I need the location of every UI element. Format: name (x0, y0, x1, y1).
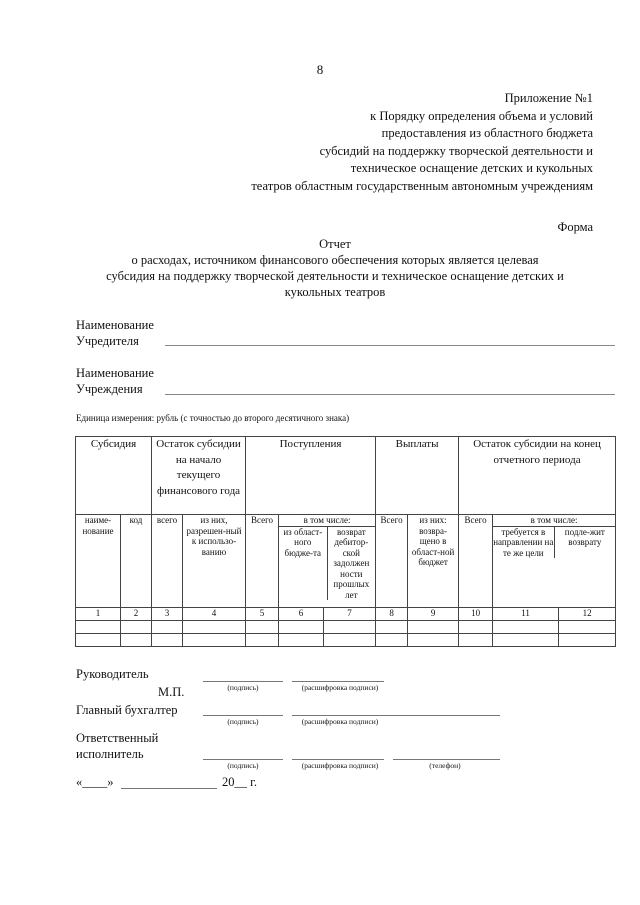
subheader-code: код (121, 515, 152, 608)
form-label: Форма (557, 220, 593, 234)
subheader-total: всего (152, 515, 183, 608)
subheader-receipts-total: Всего (246, 515, 279, 608)
annex-title: Приложение №1 (504, 91, 593, 105)
subheader-balance-including (493, 515, 616, 608)
annex-line: театров областным государственным автономным учреждениям (251, 178, 593, 193)
responsible-line1: Ответственный (76, 731, 159, 745)
caption-decoding: (расшифровка подписи) (301, 761, 379, 770)
chief-accountant-label: Главный бухгалтер (76, 703, 178, 717)
accountant-signature-line[interactable] (203, 715, 283, 716)
column-number: 9 (408, 608, 459, 621)
column-number: 10 (459, 608, 493, 621)
annex-line: к Порядку определения объема и условий (370, 108, 593, 123)
header-balance-start: Остаток субсидии на начало текущего финансового года (152, 437, 246, 515)
founder-label-line1: Наименование (76, 318, 154, 332)
column-number: 6 (279, 608, 324, 621)
report-title-line: кукольных театров (284, 285, 386, 299)
head-decoding-line[interactable] (292, 681, 384, 682)
subheader-allowed: из них, разрешен-ный к использо-ванию (183, 515, 246, 608)
column-number: 4 (183, 608, 246, 621)
annex-line: субсидий на поддержку творческой деятельности и (319, 143, 593, 158)
annex-line: техническое оснащение детских и кукольных (350, 161, 593, 175)
caption-decoding: (расшифровка подписи) (301, 683, 379, 692)
header-balance-end: Остаток субсидии на конец отчетного периода (459, 437, 616, 515)
column-number: 5 (246, 608, 279, 621)
stamp-label: М.П. (158, 685, 185, 699)
report-title-block (50, 236, 620, 300)
annex-block (173, 90, 593, 195)
subheader-name: наиме-нование (76, 515, 121, 608)
head-signature-line[interactable] (203, 681, 283, 682)
institution-label-line1: Наименование (76, 366, 154, 380)
responsible-phone-line[interactable] (393, 759, 500, 760)
date-year: 20__ г. (222, 775, 257, 789)
subheader-receipts-including (279, 515, 376, 608)
head-label: Руководитель (76, 667, 149, 681)
responsible-line2: исполнитель (76, 747, 144, 761)
caption-signature: (подпись) (227, 717, 259, 726)
column-number: 2 (121, 608, 152, 621)
table-row (76, 621, 616, 634)
report-title-line: субсидия на поддержку творческой деятельности и техническое оснащение детских и (106, 269, 564, 283)
column-number: 11 (493, 608, 559, 621)
report-title: Отчет (319, 237, 351, 251)
including-label: в том числе: (492, 515, 616, 527)
founder-label (76, 317, 154, 349)
date-day: «____» (76, 775, 114, 789)
caption-decoding: (расшифровка подписи) (301, 717, 379, 726)
caption-signature: (подпись) (227, 683, 259, 692)
column-number: 3 (152, 608, 183, 621)
table-row (76, 634, 616, 647)
institution-field[interactable] (165, 394, 615, 395)
header-subsidy: Субсидия (76, 437, 152, 515)
responsible-decoding-line[interactable] (292, 759, 384, 760)
unit-note: Единица измерения: рубль (с точностью до второго десятичного знака) (76, 413, 350, 423)
institution-label (76, 365, 154, 397)
header-receipts: Поступления (246, 437, 376, 515)
including-label: в том числе: (278, 515, 376, 527)
subheader-balance-total: Всего (459, 515, 493, 608)
report-title-line: о расходах, источником финансового обеспечения которых является целевая (131, 253, 539, 267)
header-payments: Выплаты (376, 437, 459, 515)
subheader-required: требуется в направлении на те же цели (493, 526, 554, 558)
institution-label-line2: Учреждения (76, 382, 143, 396)
subheader-to-return: подле-жит возврату (554, 527, 616, 559)
responsible-label (76, 730, 158, 762)
column-number: 7 (324, 608, 376, 621)
subheader-from-budget: из област-ного бюдже-та (283, 526, 323, 558)
column-number: 12 (559, 608, 616, 621)
caption-phone: (телефон) (429, 761, 461, 770)
column-number: 1 (76, 608, 121, 621)
subheader-debt-return: возврат дебитор-ской задолжен ности прошлых лет (327, 527, 376, 601)
column-number: 8 (376, 608, 408, 621)
responsible-signature-line[interactable] (203, 759, 283, 760)
subheader-payments-total: Всего (376, 515, 408, 608)
subheader-returned: из них: возвра-щено в област-ной бюджет (408, 515, 459, 608)
founder-field[interactable] (165, 345, 615, 346)
annex-line: предоставления из областного бюджета (381, 126, 593, 140)
founder-label-line2: Учредителя (76, 334, 139, 348)
report-table (75, 436, 616, 647)
caption-signature: (подпись) (227, 761, 259, 770)
page-number: 8 (316, 62, 324, 77)
accountant-decoding-line[interactable] (292, 715, 500, 716)
date-month-line[interactable] (121, 788, 217, 789)
